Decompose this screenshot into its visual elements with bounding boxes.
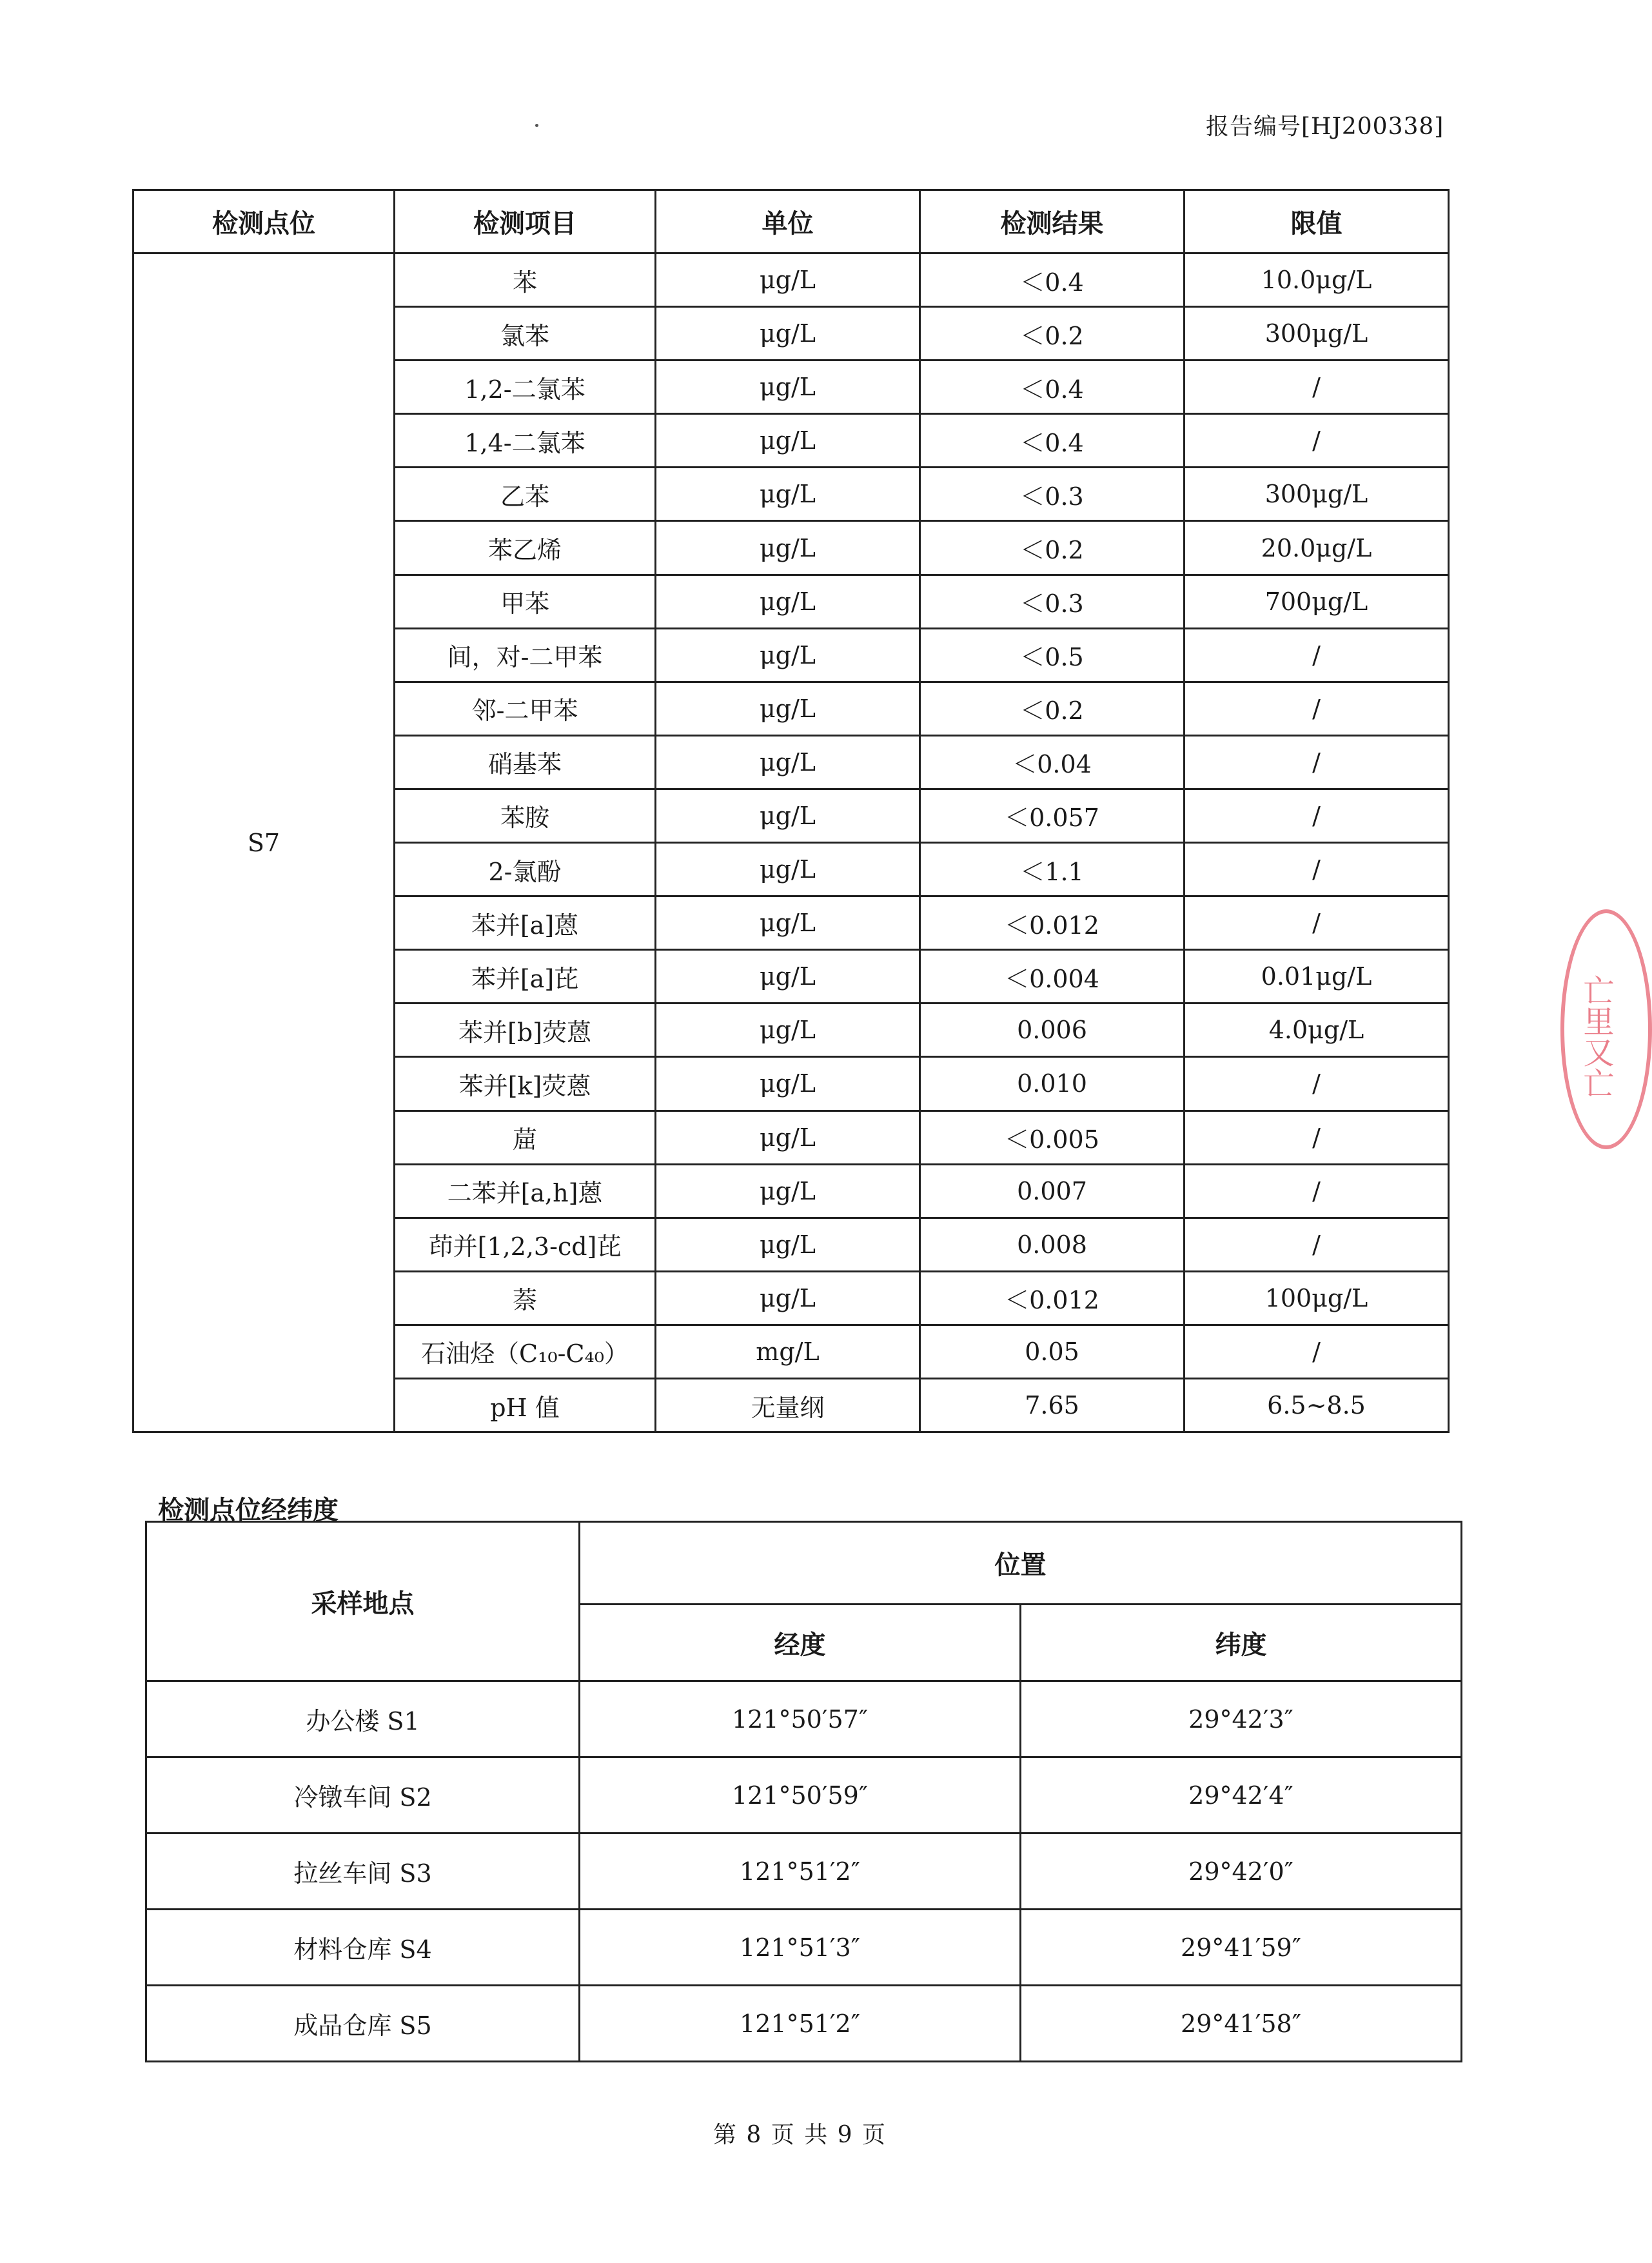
seal-stamp	[1560, 909, 1652, 1149]
unit-cell: μg/L	[656, 628, 920, 682]
coords-table	[145, 1521, 1462, 2062]
sampling-site-cell: 办公楼 S1	[146, 1681, 580, 1757]
limit-cell: /	[1185, 1057, 1449, 1111]
item-cell: 苯胺	[395, 789, 656, 842]
header-site: 检测点位	[133, 190, 395, 253]
table-row	[146, 1986, 1462, 2062]
limit-cell: /	[1185, 1111, 1449, 1164]
table-row	[146, 1910, 1462, 1986]
limit-cell: /	[1185, 628, 1449, 682]
site-cell: S7	[133, 253, 395, 1432]
results-header-row	[133, 190, 1449, 253]
unit-cell: μg/L	[656, 682, 920, 735]
unit-cell: μg/L	[656, 1003, 920, 1057]
unit-cell: μg/L	[656, 414, 920, 468]
limit-cell: 6.5~8.5	[1185, 1378, 1449, 1432]
item-cell: 间，对-二甲苯	[395, 628, 656, 682]
limit-cell: /	[1185, 361, 1449, 414]
result-cell: ＜0.2	[920, 682, 1185, 735]
limit-cell: 700μg/L	[1185, 575, 1449, 628]
limit-cell: 4.0μg/L	[1185, 1003, 1449, 1057]
header-position: 位置	[580, 1522, 1462, 1605]
item-cell: 石油烃（C₁₀-C₄₀）	[395, 1325, 656, 1378]
result-cell: ＜0.004	[920, 950, 1185, 1003]
item-cell: 苯并[a]芘	[395, 950, 656, 1003]
longitude-cell: 121°50′57″	[580, 1681, 1021, 1757]
limit-cell: /	[1185, 735, 1449, 789]
result-cell: ＜0.005	[920, 1111, 1185, 1164]
seal-stamp-text: 亡里又亡	[1578, 974, 1614, 1098]
scan-speck	[535, 124, 538, 127]
latitude-cell: 29°42′0″	[1021, 1833, 1462, 1910]
result-cell: 0.008	[920, 1218, 1185, 1271]
item-cell: 2-氯酚	[395, 843, 656, 896]
page-number: 第 8 页 共 9 页	[713, 2122, 887, 2148]
item-cell: 苯乙烯	[395, 521, 656, 575]
longitude-cell: 121°51′3″	[580, 1910, 1021, 1986]
table-row	[133, 253, 1449, 307]
item-cell: 茚并[1,2,3-cd]芘	[395, 1218, 656, 1271]
item-cell: 1,2-二氯苯	[395, 361, 656, 414]
item-cell: 萘	[395, 1271, 656, 1325]
item-cell: 硝基苯	[395, 735, 656, 789]
limit-cell: /	[1185, 1218, 1449, 1271]
header-limit: 限值	[1185, 190, 1449, 253]
longitude-cell: 121°50′59″	[580, 1757, 1021, 1833]
item-cell: 苯并[a]蒽	[395, 896, 656, 950]
sampling-site-cell: 拉丝车间 S3	[146, 1833, 580, 1910]
header-sampling-site: 采样地点	[146, 1522, 580, 1681]
sampling-site-cell: 成品仓库 S5	[146, 1986, 580, 2062]
item-cell: 甲苯	[395, 575, 656, 628]
limit-cell: 10.0μg/L	[1185, 253, 1449, 307]
header-result: 检测结果	[920, 190, 1185, 253]
unit-cell: μg/L	[656, 843, 920, 896]
result-cell: 0.010	[920, 1057, 1185, 1111]
result-cell: 0.006	[920, 1003, 1185, 1057]
table-row	[146, 1757, 1462, 1833]
unit-cell: μg/L	[656, 735, 920, 789]
limit-cell: 0.01μg/L	[1185, 950, 1449, 1003]
result-cell: 0.05	[920, 1325, 1185, 1378]
result-cell: ＜0.057	[920, 789, 1185, 842]
item-cell: 邻-二甲苯	[395, 682, 656, 735]
result-cell: ＜0.2	[920, 307, 1185, 361]
unit-cell: μg/L	[656, 307, 920, 361]
latitude-cell: 29°41′59″	[1021, 1910, 1462, 1986]
result-cell: ＜0.5	[920, 628, 1185, 682]
item-cell: 苯并[b]荧蒽	[395, 1003, 656, 1057]
latitude-cell: 29°41′58″	[1021, 1986, 1462, 2062]
result-cell: 0.007	[920, 1164, 1185, 1218]
item-cell: 二苯并[a,h]蒽	[395, 1164, 656, 1218]
item-cell: 䓛	[395, 1111, 656, 1164]
unit-cell: μg/L	[656, 253, 920, 307]
result-cell: ＜0.012	[920, 1271, 1185, 1325]
result-cell: ＜0.4	[920, 253, 1185, 307]
result-cell: ＜1.1	[920, 843, 1185, 896]
item-cell: pH 值	[395, 1378, 656, 1432]
header-item: 检测项目	[395, 190, 656, 253]
limit-cell: 20.0μg/L	[1185, 521, 1449, 575]
unit-cell: μg/L	[656, 468, 920, 521]
unit-cell: μg/L	[656, 1057, 920, 1111]
unit-cell: 无量纲	[656, 1378, 920, 1432]
unit-cell: μg/L	[656, 1164, 920, 1218]
latitude-cell: 29°42′4″	[1021, 1757, 1462, 1833]
longitude-cell: 121°51′2″	[580, 1833, 1021, 1910]
unit-cell: μg/L	[656, 521, 920, 575]
header-latitude: 纬度	[1021, 1605, 1462, 1681]
item-cell: 乙苯	[395, 468, 656, 521]
unit-cell: μg/L	[656, 575, 920, 628]
coords-header-row	[146, 1522, 1462, 1605]
limit-cell: /	[1185, 682, 1449, 735]
table-row	[146, 1681, 1462, 1757]
limit-cell: /	[1185, 896, 1449, 950]
result-cell: ＜0.4	[920, 361, 1185, 414]
latitude-cell: 29°42′3″	[1021, 1681, 1462, 1757]
sampling-site-cell: 材料仓库 S4	[146, 1910, 580, 1986]
result-cell: 7.65	[920, 1378, 1185, 1432]
header-unit: 单位	[656, 190, 920, 253]
result-cell: ＜0.2	[920, 521, 1185, 575]
limit-cell: /	[1185, 1325, 1449, 1378]
report-number: 报告编号[HJ200338]	[1206, 114, 1444, 140]
limit-cell: /	[1185, 843, 1449, 896]
unit-cell: μg/L	[656, 896, 920, 950]
unit-cell: μg/L	[656, 1218, 920, 1271]
item-cell: 氯苯	[395, 307, 656, 361]
limit-cell: 300μg/L	[1185, 468, 1449, 521]
result-cell: ＜0.3	[920, 468, 1185, 521]
longitude-cell: 121°51′2″	[580, 1986, 1021, 2062]
table-row	[146, 1833, 1462, 1910]
results-body	[133, 253, 1449, 1432]
result-cell: ＜0.012	[920, 896, 1185, 950]
sampling-site-cell: 冷镦车间 S2	[146, 1757, 580, 1833]
coords-body	[146, 1681, 1462, 2062]
unit-cell: μg/L	[656, 1111, 920, 1164]
result-cell: ＜0.04	[920, 735, 1185, 789]
unit-cell: mg/L	[656, 1325, 920, 1378]
header-longitude: 经度	[580, 1605, 1021, 1681]
results-table	[132, 189, 1450, 1433]
result-cell: ＜0.4	[920, 414, 1185, 468]
unit-cell: μg/L	[656, 950, 920, 1003]
limit-cell: /	[1185, 414, 1449, 468]
limit-cell: /	[1185, 1164, 1449, 1218]
unit-cell: μg/L	[656, 789, 920, 842]
unit-cell: μg/L	[656, 1271, 920, 1325]
coords-section-title: 检测点位经纬度	[158, 1496, 339, 1525]
limit-cell: 300μg/L	[1185, 307, 1449, 361]
unit-cell: μg/L	[656, 361, 920, 414]
item-cell: 1,4-二氯苯	[395, 414, 656, 468]
limit-cell: 100μg/L	[1185, 1271, 1449, 1325]
limit-cell: /	[1185, 789, 1449, 842]
item-cell: 苯并[k]荧蒽	[395, 1057, 656, 1111]
result-cell: ＜0.3	[920, 575, 1185, 628]
item-cell: 苯	[395, 253, 656, 307]
